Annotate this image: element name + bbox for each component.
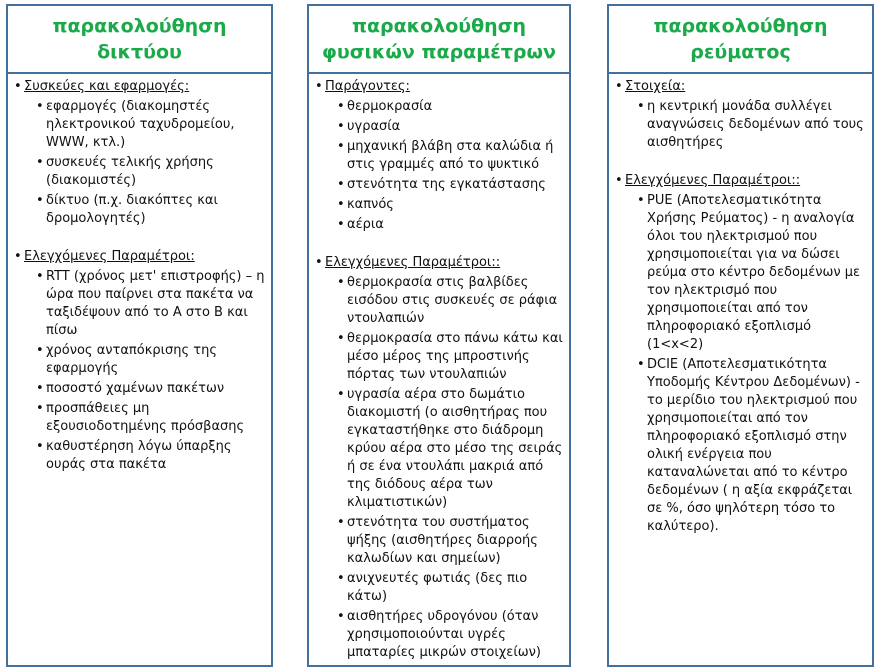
column-title: παρακολούθηση ρεύματος xyxy=(607,4,874,74)
section-heading: Συσκεύες και εφαρμογές: xyxy=(24,79,190,94)
list-item: • υγρασία xyxy=(337,118,563,136)
list-item: • θερμοκρασία στο πάνω κάτω και μέσο μέρος της μπροστινής πόρτας των ντουλαπιών xyxy=(337,330,563,384)
column-body xyxy=(607,74,874,667)
section xyxy=(315,254,563,662)
list-item: • αέρια xyxy=(337,216,563,234)
section xyxy=(315,78,563,234)
section-heading: Ελεγχόμενες Παραμέτροι: xyxy=(24,249,195,264)
list-item: • χρόνος ανταπόκρισης της εφαρμογής xyxy=(36,342,265,378)
list-item: • η κεντρική μονάδα συλλέγει αναγνώσεις δεδομένων από τους αισθητήρες xyxy=(637,98,866,152)
section xyxy=(615,78,866,152)
column-title: παρακολούθηση φυσικών παραμέτρων xyxy=(307,4,571,74)
list-item: • εφαρμογές (διακομηστές ηλεκτρονικού ταχυδρομείου, WWW, κτλ.) xyxy=(36,98,265,152)
list-item: • στενότητα της εγκατάστασης xyxy=(337,176,563,194)
list-item: • DCIE (Αποτελεσματικότητα Υποδομής Κέντρου Δεδομένων) - το μερίδιο του ηλεκτρισμού που χρησιμοποιείται από τον πληροφοριακό εξοπλισμό στην ολική ενέργεια που καταναλώνεται από το κέντρο δεδομένων ( η αξία εκφράζεται σε %, όσο ψηλότερη τόσο το καλύτερο). xyxy=(637,356,866,536)
list-item: • θερμοκρασία στις βαλβίδες εισόδου στις συσκευές σε ράφια ντουλαπιών xyxy=(337,274,563,328)
list-item: • ανιχνευτές φωτιάς (δες πιο κάτω) xyxy=(337,570,563,606)
list-item: • καπνός xyxy=(337,196,563,214)
section-heading: Ελεγχόμενες Παραμέτροι:: xyxy=(625,173,801,188)
section xyxy=(14,248,265,474)
section-heading: Παράγοντες: xyxy=(325,79,410,94)
section-heading: Στοιχεία: xyxy=(625,79,686,94)
list-item: • συσκευές τελικής χρήσης (διακομιστές) xyxy=(36,154,265,190)
list-item: • στενότητα του συστήματος ψήξης (αισθητήρες διαρροής καλωδίων και σημείων) xyxy=(337,514,563,568)
column-network-monitoring xyxy=(6,4,273,667)
list-item: • καθυστέρηση λόγω ύπαρξης ουράς στα πακέτα xyxy=(36,438,265,474)
column-title: παρακολούθηση δικτύου xyxy=(6,4,273,74)
column-body xyxy=(307,74,571,667)
column-power-monitoring xyxy=(607,4,874,667)
list-item: • αισθητήρες υδρογόνου (όταν χρησιμοποιούνται υγρές μπαταρίες μικρών στοιχείων) xyxy=(337,608,563,662)
list-item: • θερμοκρασία xyxy=(337,98,563,116)
list-item: • προσπάθειες μη εξουσιοδοτημένης πρόσβασης xyxy=(36,400,265,436)
list-item: • μηχανική βλάβη στα καλώδια ή στις γραμμές από το ψυκτικό xyxy=(337,138,563,174)
list-item: • ποσοστό χαμένων πακέτων xyxy=(36,380,265,398)
column-physical-parameters xyxy=(307,4,571,667)
section xyxy=(14,78,265,228)
list-item: • υγρασία αέρα στο δωμάτιο διακομιστή (ο αισθητήρας που εγκαταστήθηκε στο διάδρομη κρύου αέρα στο μέσο της σειράς ή σε ένα ντουλάπι μακριά από της διόδους αέρα των κλιματιστικών) xyxy=(337,386,563,512)
list-item: • PUE (Αποτελεσματικότητα Χρήσης Ρεύματος) - η αναλογία όλοι του ηλεκτρισμού που χρησιμοποιείται για να δώσει ρεύμα στο κέντρο δεδομένων με τον ηλεκτρισμό που χρησιμοποιείται από τον πληροφοριακό εξοπλισμό (1<x<2) xyxy=(637,192,866,354)
list-item: • RTT (χρόνος μετ' επιστροφής) – η ώρα που παίρνει στα πακέτα να ταξιδέψουν από το A στο B και πίσω xyxy=(36,268,265,340)
column-body xyxy=(6,74,273,667)
section-heading: Ελεγχόμενες Παραμέτροι:: xyxy=(325,255,501,270)
list-item: • δίκτυο (π.χ. διακόπτες και δρομολογητές) xyxy=(36,192,265,228)
section xyxy=(615,172,866,536)
